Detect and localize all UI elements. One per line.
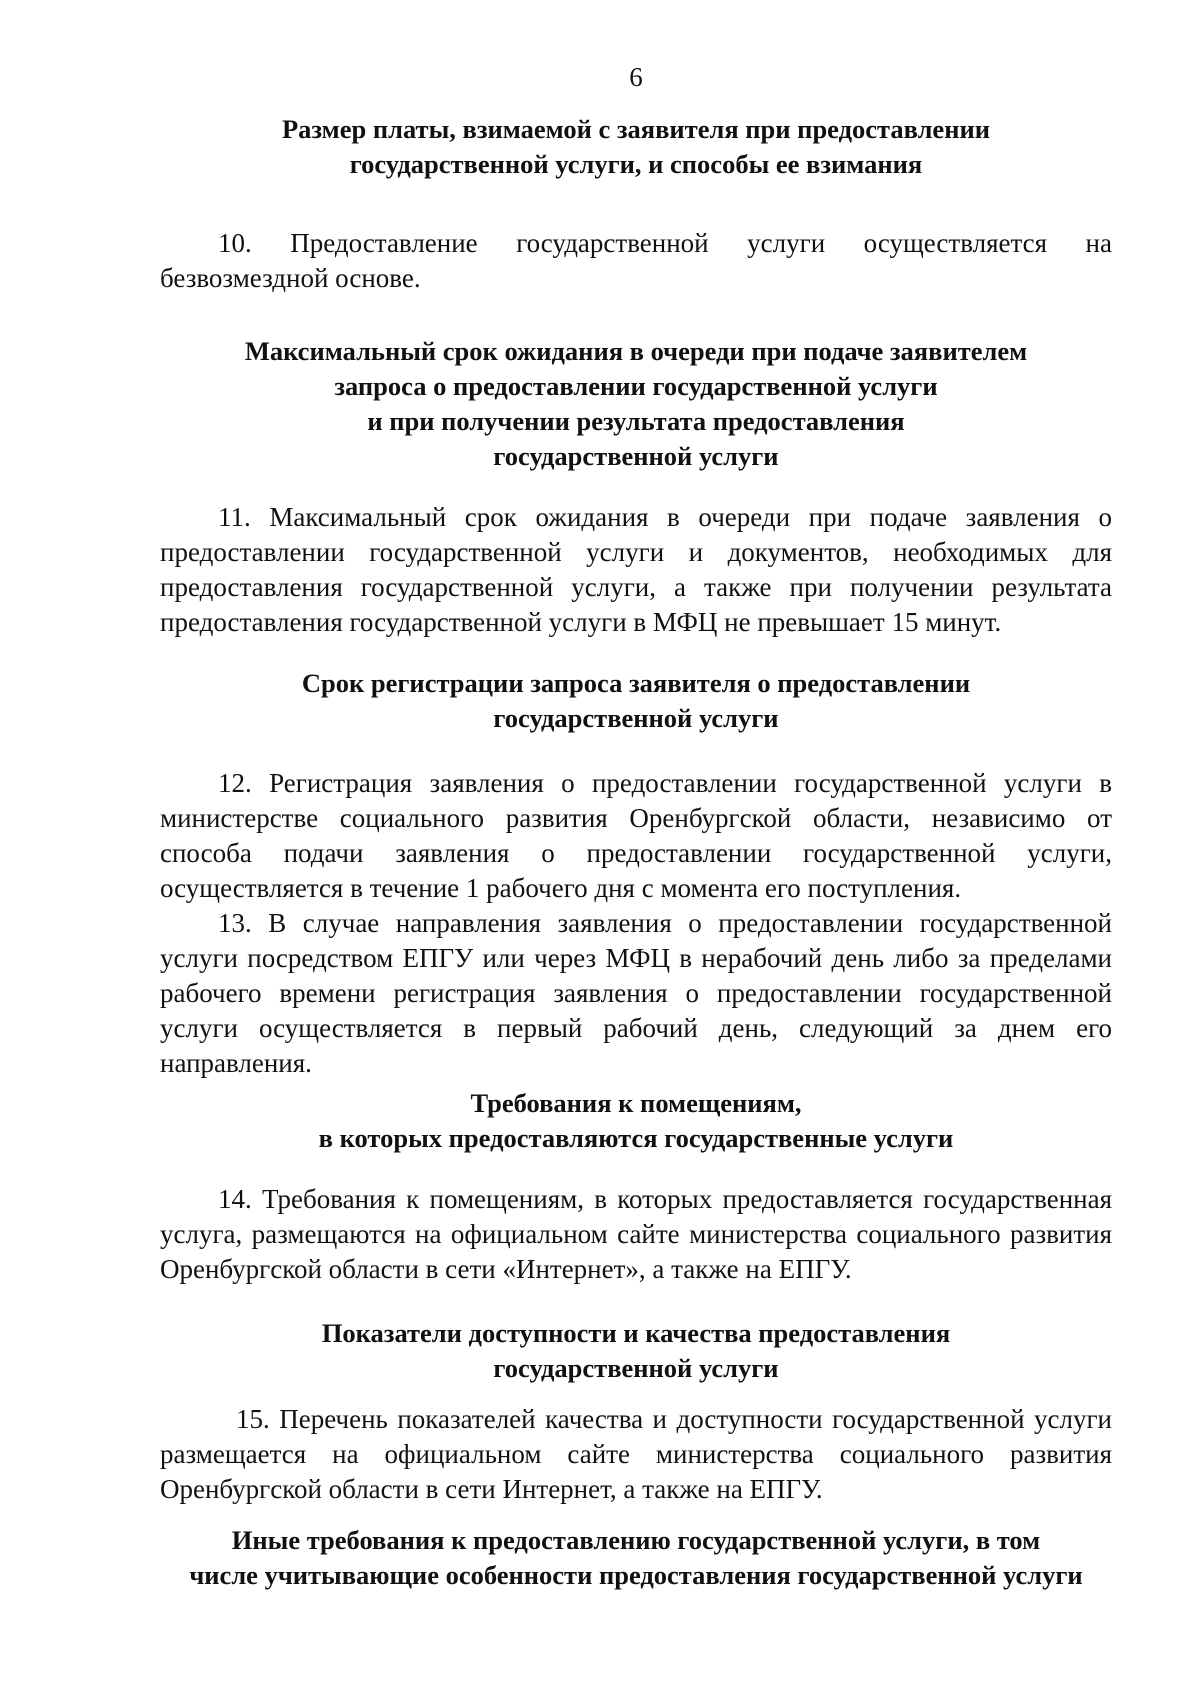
heading-line: Требования к помещениям, <box>470 1088 802 1118</box>
heading-line: Иные требования к предоставлению государственной услуги, в том <box>231 1525 1041 1555</box>
heading-line: государственной услуги <box>493 1353 779 1383</box>
paragraph-12: 12. Регистрация заявления о предоставлении государственной услуги в министерстве социального развития Оренбургской области, независимо от способа подачи заявления о предоставлении государственной услуги, осуществляется в течение 1 рабочего дня с момента его поступления. <box>160 768 1112 903</box>
heading-line: государственной услуги <box>493 441 779 471</box>
paragraph-13: 13. В случае направления заявления о предоставлении государственной услуги посредством ЕПГУ или через МФЦ в нерабочий день либо за пределами рабочего времени регистрация заявления о предоставлении государственной услуги осуществляется в первый рабочий день, следующий за днем его направления. <box>160 908 1112 1078</box>
section-heading-queue-time <box>160 334 1112 474</box>
paragraph-10: 10. Предоставление государственной услуги осуществляется на безвозмездной основе. <box>160 228 1112 293</box>
heading-line: Максимальный срок ожидания в очереди при подаче заявителем <box>244 336 1028 366</box>
heading-line: запроса о предоставлении государственной услуги <box>334 371 938 401</box>
section-heading-accessibility <box>160 1316 1112 1386</box>
heading-line: Срок регистрации запроса заявителя о предоставлении <box>301 668 971 698</box>
heading-line: числе учитывающие особенности предоставления государственной услуги <box>189 1560 1083 1590</box>
section-heading-premises <box>160 1086 1112 1156</box>
heading-line: государственной услуги <box>493 703 779 733</box>
heading-line: и при получении результата предоставления <box>367 406 905 436</box>
paragraph-15: 15. Перечень показателей качества и доступности государственной услуги размещается на официальном сайте министерства социального развития Оренбургской области в сети Интернет, а также на ЕПГУ. <box>160 1404 1112 1504</box>
paragraph-11: 11. Максимальный срок ожидания в очереди при подаче заявления о предоставлении государственной услуги и документов, необходимых для предоставления государственной услуги, а также при получении результата предоставления государственной услуги в МФЦ не превышает 15 минут. <box>160 502 1112 637</box>
page-number: 6 <box>629 62 643 92</box>
document-page <box>160 0 1112 1697</box>
section-heading-registration <box>160 666 1112 736</box>
section-heading-other-requirements <box>160 1523 1112 1593</box>
heading-line: Показатели доступности и качества предоставления <box>321 1318 951 1348</box>
paragraph-14: 14. Требования к помещениям, в которых предоставляется государственная услуга, размещаются на официальном сайте министерства социального развития Оренбургской области в сети «Интернет», а также на ЕПГУ. <box>160 1184 1112 1284</box>
section-heading-fee <box>160 112 1112 182</box>
heading-line: в которых предоставляются государственные услуги <box>318 1123 954 1153</box>
heading-line: Размер платы, взимаемой с заявителя при предоставлении <box>281 114 991 144</box>
heading-line: государственной услуги, и способы ее взимания <box>349 149 923 179</box>
